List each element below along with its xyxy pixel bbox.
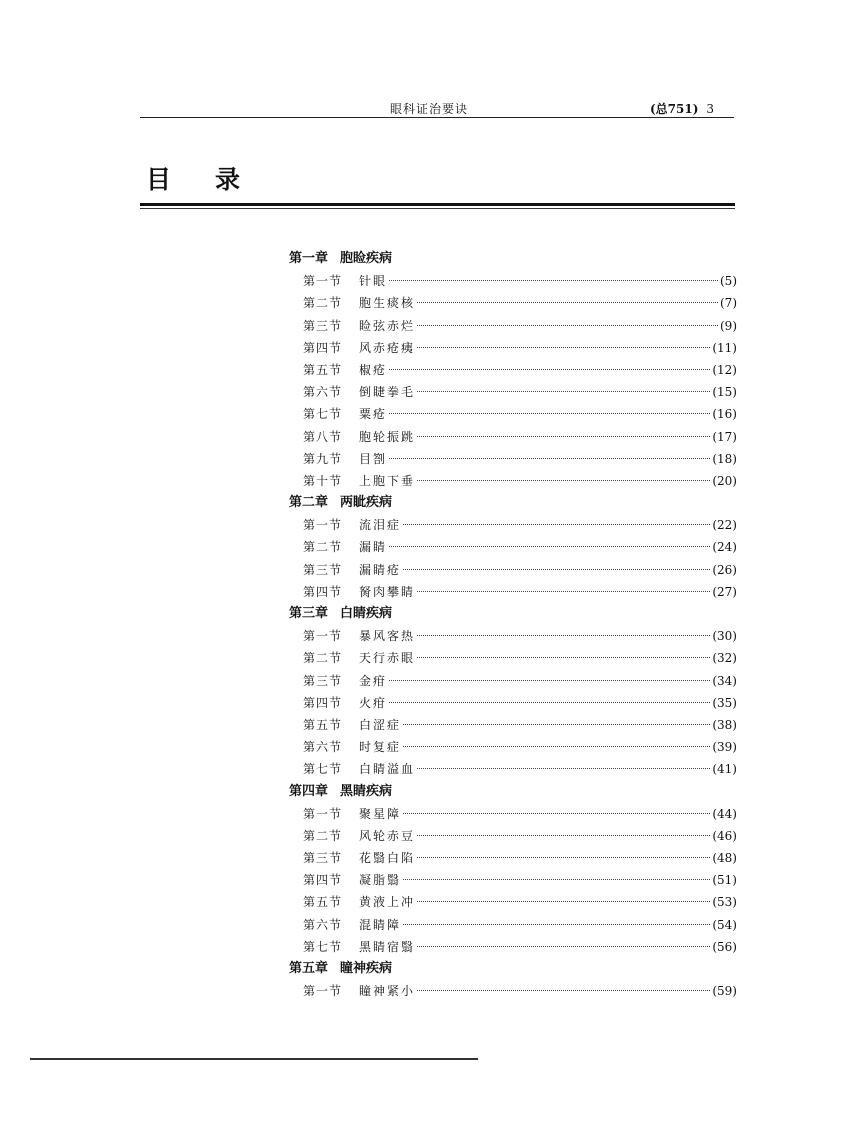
section-title: 时复症: [359, 740, 402, 755]
page-number: 3: [706, 102, 715, 116]
toc-entry: [289, 980, 737, 1002]
section-page: (39): [712, 740, 737, 755]
toc-entry: [289, 625, 737, 647]
dot-leader: [417, 480, 710, 481]
dot-leader: [417, 835, 710, 836]
section-page: (16): [712, 407, 737, 422]
section-page: (34): [712, 673, 737, 688]
dot-leader: [417, 347, 710, 348]
section-title: 风赤疮痍: [359, 340, 416, 355]
section-title: 胞轮振跳: [359, 429, 416, 444]
section-page: (26): [712, 562, 737, 577]
section-page: (17): [712, 429, 737, 444]
section-number: 第八节: [303, 429, 343, 444]
section-title: 风轮赤豆: [359, 828, 416, 843]
section-title: 流泪症: [359, 518, 402, 533]
section-title: 聚星障: [359, 806, 402, 821]
section-number: 第四节: [303, 340, 343, 355]
section-number: 第三节: [303, 318, 343, 333]
toc-entry: [289, 381, 737, 403]
section-page: (9): [720, 318, 737, 333]
section-number: 第四节: [303, 873, 343, 888]
section-title: 凝脂翳: [359, 873, 402, 888]
section-title: 漏睛: [359, 540, 388, 555]
section-title: 混睛障: [359, 917, 402, 932]
section-number: 第一节: [303, 518, 343, 533]
dot-leader: [403, 813, 710, 814]
section-page: (12): [712, 362, 737, 377]
dot-leader: [389, 546, 710, 547]
toc-entry: [289, 536, 737, 558]
toc-entry: [289, 736, 737, 758]
chapter-heading: [289, 958, 737, 980]
toc-entry: [289, 359, 737, 381]
chapter-name: 瞳神疾病: [340, 961, 393, 976]
section-number: 第五节: [303, 717, 343, 732]
section-title: 火疳: [359, 695, 388, 710]
section-title: 白睛溢血: [359, 762, 416, 777]
chapter-heading: [289, 603, 737, 625]
section-number: 第六节: [303, 740, 343, 755]
section-title: 暴风客热: [359, 629, 416, 644]
toc-heading: [146, 160, 240, 196]
running-header-title: 眼科证治要诀: [390, 102, 469, 116]
chapter-label: 第四章: [289, 783, 329, 799]
dot-leader: [403, 724, 710, 725]
header-rule: [140, 117, 734, 118]
chapter-heading: [289, 248, 737, 270]
section-number: 第六节: [303, 917, 343, 932]
dot-leader: [403, 746, 710, 747]
section-title: 瞳神紧小: [359, 984, 416, 999]
chapter-label: 第五章: [289, 961, 329, 976]
section-title: 针眼: [359, 274, 388, 289]
toc-entry: [289, 825, 737, 847]
section-number: 第二节: [303, 540, 343, 555]
chapter-heading: [289, 492, 737, 514]
dot-leader: [403, 569, 710, 570]
section-title: 目劄: [359, 451, 388, 466]
toc-entry: [289, 448, 737, 470]
toc-heading-char-2: 录: [215, 165, 241, 194]
section-page: (32): [712, 651, 737, 666]
dot-leader: [389, 280, 718, 281]
dot-leader: [417, 302, 718, 303]
section-page: (20): [712, 473, 737, 488]
chapter-label: 第一章: [289, 251, 329, 266]
toc-entry: [289, 292, 737, 314]
dot-leader: [389, 369, 710, 370]
toc-entry: [289, 670, 737, 692]
section-number: 第七节: [303, 407, 343, 422]
chapter-heading: [289, 781, 737, 803]
dot-leader: [417, 657, 710, 658]
section-page: (15): [712, 385, 737, 400]
section-title: 漏睛疮: [359, 562, 402, 577]
chapter-label: 第三章: [289, 606, 329, 621]
toc-entry: [289, 891, 737, 913]
section-number: 第二节: [303, 651, 343, 666]
dot-leader: [389, 680, 710, 681]
section-page: (48): [712, 851, 737, 866]
heading-rule-thin: [140, 208, 735, 209]
dot-leader: [417, 857, 710, 858]
section-title: 上胞下垂: [359, 473, 416, 488]
section-title: 黄液上冲: [359, 895, 416, 910]
toc-entry: [289, 936, 737, 958]
dot-leader: [417, 901, 710, 902]
toc-entry: [289, 914, 737, 936]
toc-entry: [289, 869, 737, 891]
section-title: 睑弦赤烂: [359, 318, 416, 333]
section-page: (11): [712, 340, 737, 355]
toc-entry: [289, 581, 737, 603]
total-page-number: (总751): [650, 102, 699, 116]
section-title: 天行赤眼: [359, 651, 416, 666]
section-number: 第三节: [303, 562, 343, 577]
dot-leader: [417, 325, 718, 326]
chapter-name: 白睛疾病: [340, 606, 393, 621]
section-title: 倒睫拳毛: [359, 385, 416, 400]
section-page: (27): [712, 584, 737, 599]
dot-leader: [403, 524, 710, 525]
toc-entry: [289, 315, 737, 337]
section-number: 第一节: [303, 806, 343, 821]
section-number: 第一节: [303, 984, 343, 999]
chapter-name: 两眦疾病: [340, 495, 393, 511]
section-page: (54): [712, 917, 737, 932]
section-page: (7): [720, 296, 737, 311]
chapter-label: 第二章: [289, 495, 329, 511]
section-page: (56): [712, 939, 737, 954]
section-page: (35): [712, 695, 737, 710]
section-page: (18): [712, 451, 737, 466]
toc-entry: [289, 714, 737, 736]
section-number: 第二节: [303, 296, 343, 311]
dot-leader: [417, 946, 710, 947]
section-number: 第七节: [303, 939, 343, 954]
section-number: 第三节: [303, 851, 343, 866]
section-number: 第三节: [303, 673, 343, 688]
bottom-rule: [30, 1058, 478, 1060]
section-page: (30): [712, 629, 737, 644]
dot-leader: [389, 458, 710, 459]
table-of-contents: [289, 248, 737, 1002]
section-number: 第四节: [303, 695, 343, 710]
section-title: 粟疮: [359, 407, 388, 422]
dot-leader: [389, 413, 710, 414]
section-title: 白涩症: [359, 717, 402, 732]
chapter-name: 胞睑疾病: [340, 251, 393, 266]
toc-entry: [289, 692, 737, 714]
chapter-name: 黑睛疾病: [340, 783, 393, 799]
section-number: 第五节: [303, 362, 343, 377]
toc-entry: [289, 758, 737, 780]
section-title: 花翳白陷: [359, 851, 416, 866]
section-title: 椒疮: [359, 362, 388, 377]
section-page: (22): [712, 518, 737, 533]
toc-entry: [289, 426, 737, 448]
dot-leader: [417, 990, 710, 991]
section-number: 第七节: [303, 762, 343, 777]
section-number: 第九节: [303, 451, 343, 466]
section-page: (38): [712, 717, 737, 732]
section-page: (5): [720, 274, 737, 289]
section-title: 金疳: [359, 673, 388, 688]
toc-entry: [289, 403, 737, 425]
section-number: 第四节: [303, 584, 343, 599]
toc-entry: [289, 470, 737, 492]
dot-leader: [417, 436, 710, 437]
toc-entry: [289, 270, 737, 292]
dot-leader: [403, 924, 710, 925]
section-page: (59): [712, 984, 737, 999]
section-number: 第一节: [303, 274, 343, 289]
section-page: (53): [712, 895, 737, 910]
section-title: 胬肉攀睛: [359, 584, 416, 599]
section-page: (46): [712, 828, 737, 843]
section-page: (44): [712, 806, 737, 821]
heading-rule-thick: [140, 203, 735, 206]
toc-entry: [289, 803, 737, 825]
toc-entry: [289, 559, 737, 581]
section-page: (24): [712, 540, 737, 555]
section-number: 第十节: [303, 473, 343, 488]
section-title: 胞生痰核: [359, 296, 416, 311]
dot-leader: [417, 635, 710, 636]
section-number: 第六节: [303, 385, 343, 400]
toc-entry: [289, 337, 737, 359]
toc-entry: [289, 647, 737, 669]
toc-entry: [289, 847, 737, 869]
section-number: 第二节: [303, 828, 343, 843]
dot-leader: [417, 391, 710, 392]
dot-leader: [389, 702, 710, 703]
toc-entry: [289, 514, 737, 536]
section-number: 第一节: [303, 629, 343, 644]
toc-heading-char-1: 目: [146, 165, 172, 194]
section-page: (51): [712, 873, 737, 888]
section-number: 第五节: [303, 895, 343, 910]
dot-leader: [403, 879, 710, 880]
section-title: 黑睛宿翳: [359, 939, 416, 954]
dot-leader: [417, 768, 710, 769]
section-page: (41): [712, 762, 737, 777]
running-header-page: [650, 100, 714, 117]
dot-leader: [417, 591, 710, 592]
